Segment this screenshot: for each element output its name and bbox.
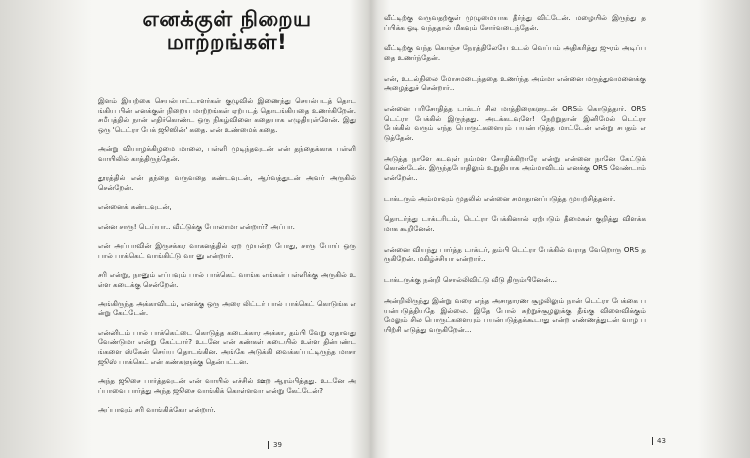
paragraph: டாக்டரும் அம்மாவும் முதலில் என்னை சமாதானப்படுத்த முயற்சித்தனர். — [384, 193, 616, 203]
right-page — [384, 0, 646, 458]
page-number-text: 39 — [273, 441, 282, 449]
paragraph: என், உடல்நிலை மோசமடைந்ததை உணர்ந்த அம்மா என்னை மருத்துவமனைக்கு அழைத்துச் சென்றார்.. — [384, 73, 646, 93]
paragraph: என் அப்பாவின் இருசக்கர வாகனத்தில் ஏற முயன்ற போது, சாரு போய் ஒரு பால் பாக்கெட் வாங்கிட்டு வா னு என்றார். — [98, 240, 356, 260]
paragraph: வீட்டிற்கு வந்த கொஞ்ச நேரத்திலேயே உடல் வெப்பம் அதிகரித்து ஜுரம் அடிப்பதை உணர்ந்தேன். — [384, 43, 646, 62]
paragraph: என்னைக் கண்டவுடன், — [98, 202, 172, 212]
paragraph: தூரத்தில் என் தந்தை வருவதை கண்டவுடன், ஆர்வத்துடன் அவர் அருகில் சென்றேன். — [98, 173, 356, 192]
paragraph: தொடர்ந்து டாக்டரிடம், டெட்ரா பேக்கினால் ஏற்படும் தீமைகள் குறித்து விளக்கமாக கூறினேன். — [384, 214, 646, 234]
paragraph: வீட்டிற்கு வருவதற்குள் முழுமையாக தீர்ந்து விட்டேன். மழையில் இருந்து தப்பிக்க ஓடி வந்ததால் மிகவும் சோர்வடைந்தேன். — [384, 13, 646, 32]
paragraph: என்னை வியந்து பார்த்த டாக்டர், தம்பி டெட்ரா பேக்கில் வராத வேறொரு ORS தருகிறேன். மகிழ்ச்சியா என்றார்.. — [384, 244, 646, 264]
paragraph: அங்கிருந்த அக்காவிடம், எனக்கு ஒரு அரை லிட்டர் பால் பாக்கெட் கொடுங்க என்று கேட்டேன். — [98, 298, 356, 318]
page-number-text: 43 — [657, 437, 666, 445]
paragraph: அன்று வியாழக்கிழமை மாலை, பள்ளி முடிந்தவுடன் என் தந்தைக்காக பள்ளி வாயிலில் காத்திருந்தேன். — [98, 144, 356, 163]
left-page-body — [98, 96, 356, 424]
left-page — [98, 0, 356, 458]
folio-rule — [268, 441, 269, 449]
paragraph: டாக்டருக்கு நன்றி சொல்லிவிட்டு வீடு திரும்பினேன்... — [384, 275, 558, 285]
paragraph: சரி என்று, நானும் எப்பவும் பால் பாக்கெட் வாங்க எங்கள் பள்ளிக்கு அருகில் உள்ள கடைக்கு சென்றேன். — [98, 269, 356, 289]
title-line: மாற்றங்கள்! — [166, 30, 288, 54]
paragraph: இளம் இயற்கை செயல்பாட்டாளர்கள் குழுவில் இணைந்து செயல்படத் தொடங்கிய பின் எனக்குள் நிறைய மாற்றங்கள் ஏற்படத் தொடங்கியதை உணர்கிறேன். சமீபத்தில் நான் எதிர்கொண்ட ஒரு நிகழ்வினை கதையாக எழுதியுள்ளேன். இது ஒரு 'டெட்ரா பேக் ஜூஸின்' கதை. என் உண்மைக் கதை. — [98, 96, 356, 134]
title-line: எனக்குள் நிறைய — [142, 7, 312, 31]
page-edge-right — [698, 0, 750, 458]
paragraph: என்னிடம் பால் பாக்கெட்டை கொடுத்த கடைக்கார அக்கா, தம்பி வேறு ஏதாவது வேண்டுமா என்று கேட்டார்? உடனே என் கண்கள் கடையில் உள்ள தின்பண்டங்களை ஸ்கேன் செய்ய தொடங்கின. அங்கே அடுக்கி வைக்கப்பட்டிருந்த மாசா ஜூஸ் பாக்கெட் என் கண்களுக்கு தென்பட்டன. — [98, 327, 356, 366]
paragraph: என்னை பரிசோதித்த டாக்டர் சில மாத்திரைகளுடன் ORSம் கொடுத்தார். ORS டெட்ரா பேக்கில் இருந்தது. அடக்கடவுளே! நேற்றுதான் இனிமேல் டெட்ரா பேக்கில் வரும் எந்த பொருட்களையும் பயன்படுத்த மாட்டேன் என்று சபதம் எடுத்தேன். — [384, 104, 646, 142]
paragraph: அடுத்த நாளே கடவுள் நம்மள சோதிக்கிறாரே என்று என்னை நானே கேட்டுக் கொண்டேன். இருந்தபோதிலும் உறுதியாக அம்மாவிடம் எனக்கு ORS வேண்டாம் என்றேன்.. — [384, 153, 646, 182]
folio-rule — [652, 437, 653, 445]
paragraph: அப்பாவும் சரி வாங்கிக்கோ என்றார். — [98, 405, 216, 415]
page-edge-left — [0, 0, 92, 458]
paragraph: அன்றிலிருந்து இன்று வரை எந்த அசாதாரண சூழலிலும் நான் டெட்ரா பேக்கை பயன்படுத்தியதே இல்லை. இதே போல் சுற்றுச்சூழலுக்கு தீங்கு விளைவிக்கும் மேலும் சில பொருட்களையும் பயன்படுத்தக்கூடாது என்ற எண்ணத்துடன் வாழ பயிற்சி எடுத்து வருகிறேன்... — [384, 295, 646, 334]
paragraph: அந்த ஜூசை பார்த்தவுடன் என் வாயில் எச்சில் ஊற ஆரம்பித்தது. உடனே அப்பாவை பார்த்து அந்த ஜூசை வாங்கிக் கொள்ளவா என்று கேட்டேன்? — [98, 376, 356, 395]
right-page-body — [384, 13, 646, 346]
page-title — [98, 8, 356, 54]
page-number-left — [268, 441, 282, 449]
page-number-right — [652, 437, 666, 445]
paragraph: என்ன சாரு! டெய்யா.. வீட்டுக்கு போலாமா என்றார்? அப்பா. — [98, 221, 295, 231]
